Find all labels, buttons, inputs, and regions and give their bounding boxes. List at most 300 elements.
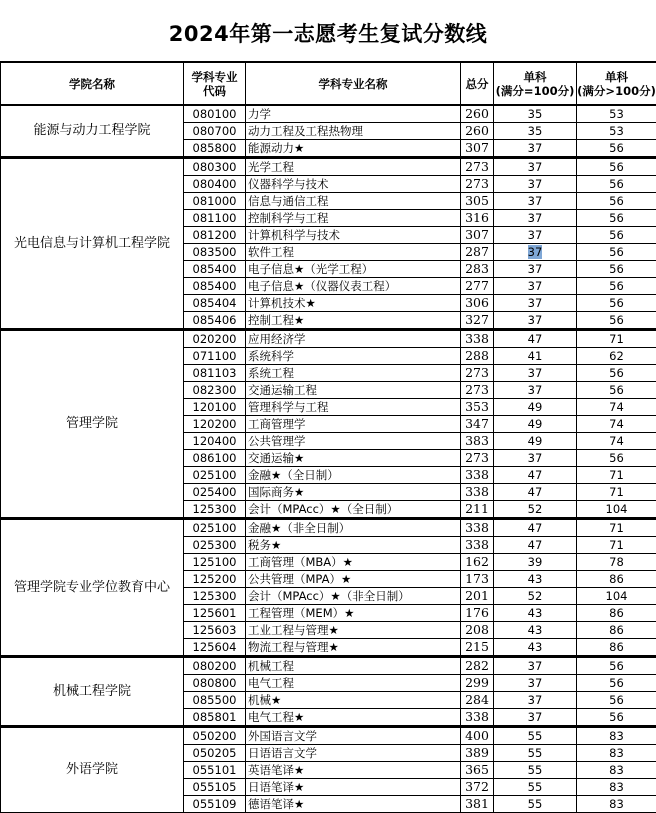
major-code[interactable] xyxy=(184,675,246,692)
major-code[interactable] xyxy=(184,193,246,210)
major-code-text: 082300 xyxy=(193,383,237,397)
single-score-100[interactable] xyxy=(494,639,577,657)
major-name[interactable] xyxy=(246,467,461,484)
total-score[interactable] xyxy=(461,227,494,244)
major-code[interactable] xyxy=(184,709,246,727)
college-name: 机械工程学院 xyxy=(1,657,184,727)
major-code[interactable] xyxy=(184,796,246,813)
single-score-over-100[interactable] xyxy=(577,484,656,501)
single-score-over-100-text: 56 xyxy=(609,160,624,174)
major-code[interactable] xyxy=(184,399,246,416)
single-score-100[interactable] xyxy=(494,467,577,484)
total-score[interactable] xyxy=(461,675,494,692)
major-code[interactable] xyxy=(184,467,246,484)
single-score-over-100[interactable] xyxy=(577,450,656,467)
single-score-100[interactable] xyxy=(494,519,577,537)
single-score-100-text: 55 xyxy=(528,780,543,794)
single-score-over-100-text: 83 xyxy=(609,780,624,794)
total-score[interactable] xyxy=(461,399,494,416)
major-name[interactable] xyxy=(246,210,461,227)
single-score-100[interactable] xyxy=(494,709,577,727)
major-code[interactable] xyxy=(184,140,246,158)
total-score[interactable] xyxy=(461,519,494,537)
major-name[interactable] xyxy=(246,433,461,450)
total-score-text: 338 xyxy=(465,331,489,346)
total-score[interactable] xyxy=(461,537,494,554)
total-score-text: 347 xyxy=(465,416,489,431)
major-code[interactable] xyxy=(184,244,246,261)
single-score-over-100[interactable] xyxy=(577,295,656,312)
single-score-over-100[interactable] xyxy=(577,501,656,519)
table-row xyxy=(1,330,656,348)
total-score-text: 162 xyxy=(465,554,489,569)
single-score-100[interactable] xyxy=(494,727,577,745)
major-name[interactable] xyxy=(246,227,461,244)
major-code[interactable] xyxy=(184,123,246,140)
single-score-over-100-text: 56 xyxy=(609,710,624,724)
single-score-over-100-text: 86 xyxy=(609,606,624,620)
single-score-100[interactable] xyxy=(494,675,577,692)
total-score[interactable] xyxy=(461,762,494,779)
total-score[interactable] xyxy=(461,796,494,813)
single-score-100-text: 49 xyxy=(528,400,543,414)
major-name-text: 计算机科学与技术 xyxy=(248,228,340,242)
single-score-over-100[interactable] xyxy=(577,210,656,227)
single-score-100-text: 37 xyxy=(528,366,543,380)
total-score[interactable] xyxy=(461,278,494,295)
major-code-text: 120200 xyxy=(193,417,237,431)
single-score-over-100[interactable] xyxy=(577,657,656,675)
major-name[interactable] xyxy=(246,105,461,123)
single-score-over-100[interactable] xyxy=(577,762,656,779)
single-score-over-100[interactable] xyxy=(577,727,656,745)
major-code[interactable] xyxy=(184,588,246,605)
major-code-text: 055105 xyxy=(193,780,237,794)
major-name[interactable] xyxy=(246,692,461,709)
single-score-over-100[interactable] xyxy=(577,330,656,348)
major-code[interactable] xyxy=(184,639,246,657)
major-code-text: 125604 xyxy=(193,640,237,654)
major-name[interactable] xyxy=(246,193,461,210)
single-score-over-100[interactable] xyxy=(577,588,656,605)
single-score-100[interactable] xyxy=(494,140,577,158)
major-name[interactable] xyxy=(246,123,461,140)
major-name[interactable] xyxy=(246,244,461,261)
total-score[interactable] xyxy=(461,779,494,796)
total-score[interactable] xyxy=(461,709,494,727)
major-name-text: 日语语言文学 xyxy=(248,746,317,760)
total-score-text: 338 xyxy=(465,520,489,535)
major-code[interactable] xyxy=(184,210,246,227)
major-name-text: 公共管理（MPA）★ xyxy=(248,572,351,586)
single-score-100[interactable] xyxy=(494,796,577,813)
major-code[interactable] xyxy=(184,554,246,571)
single-score-over-100[interactable] xyxy=(577,261,656,278)
single-score-100[interactable] xyxy=(494,588,577,605)
major-name-text: 金融★（全日制） xyxy=(248,468,339,482)
major-name[interactable] xyxy=(246,365,461,382)
total-score[interactable] xyxy=(461,158,494,176)
major-name-text: 光学工程 xyxy=(248,160,294,174)
major-name[interactable] xyxy=(246,622,461,639)
total-score[interactable] xyxy=(461,692,494,709)
single-score-over-100[interactable] xyxy=(577,675,656,692)
total-score-text: 277 xyxy=(465,278,489,293)
major-name-text: 公共管理学 xyxy=(248,434,306,448)
major-name[interactable] xyxy=(246,382,461,399)
total-score[interactable] xyxy=(461,639,494,657)
total-score[interactable] xyxy=(461,312,494,330)
single-score-over-100[interactable] xyxy=(577,433,656,450)
major-name[interactable] xyxy=(246,484,461,501)
single-score-100-text: 43 xyxy=(528,572,543,586)
header-single-100 xyxy=(494,62,577,105)
single-score-100[interactable] xyxy=(494,433,577,450)
major-code-text: 085800 xyxy=(193,141,237,155)
major-code-text: 081100 xyxy=(193,211,237,225)
single-score-100-text: 43 xyxy=(528,640,543,654)
college-name: 管理学院 xyxy=(1,330,184,519)
total-score[interactable] xyxy=(461,244,494,261)
single-score-over-100[interactable] xyxy=(577,796,656,813)
single-score-100[interactable] xyxy=(494,227,577,244)
total-score[interactable] xyxy=(461,745,494,762)
total-score[interactable] xyxy=(461,416,494,433)
major-code[interactable] xyxy=(184,745,246,762)
total-score[interactable] xyxy=(461,727,494,745)
major-name[interactable] xyxy=(246,745,461,762)
total-score[interactable] xyxy=(461,365,494,382)
single-score-100-text: 55 xyxy=(528,729,543,743)
major-name-text: 动力工程及工程热物理 xyxy=(248,124,363,138)
single-score-over-100-text: 83 xyxy=(609,746,624,760)
major-code-text: 120100 xyxy=(193,400,237,414)
single-score-100-text: 49 xyxy=(528,434,543,448)
major-code[interactable] xyxy=(184,484,246,501)
total-score[interactable] xyxy=(461,193,494,210)
single-score-100[interactable] xyxy=(494,622,577,639)
major-code[interactable] xyxy=(184,312,246,330)
major-code[interactable] xyxy=(184,571,246,588)
single-score-over-100-text: 104 xyxy=(606,589,628,603)
single-score-100-text: 55 xyxy=(528,797,543,811)
header-name-label: 学科专业名称 xyxy=(319,77,388,91)
single-score-100[interactable] xyxy=(494,105,577,123)
single-score-over-100[interactable] xyxy=(577,140,656,158)
total-score-text: 338 xyxy=(465,709,489,724)
major-code[interactable] xyxy=(184,382,246,399)
single-score-over-100[interactable] xyxy=(577,571,656,588)
single-score-over-100-text: 71 xyxy=(609,538,624,552)
single-score-100-text: 39 xyxy=(528,555,543,569)
single-score-over-100[interactable] xyxy=(577,193,656,210)
total-score[interactable] xyxy=(461,382,494,399)
single-score-100[interactable] xyxy=(494,571,577,588)
major-name[interactable] xyxy=(246,657,461,675)
major-code[interactable] xyxy=(184,433,246,450)
single-score-over-100[interactable] xyxy=(577,467,656,484)
major-code[interactable] xyxy=(184,176,246,193)
single-score-over-100-text: 71 xyxy=(609,332,624,346)
single-score-100[interactable] xyxy=(494,158,577,176)
major-code-text: 020200 xyxy=(193,332,237,346)
major-code[interactable] xyxy=(184,779,246,796)
major-name[interactable] xyxy=(246,416,461,433)
major-name[interactable] xyxy=(246,501,461,519)
single-score-100[interactable] xyxy=(494,450,577,467)
major-code-text: 125300 xyxy=(193,589,237,603)
total-score-text: 284 xyxy=(465,692,489,707)
single-score-100[interactable] xyxy=(494,399,577,416)
header-single-over-100-line2: (满分>100分) xyxy=(577,84,656,98)
single-score-100[interactable] xyxy=(494,295,577,312)
major-code[interactable] xyxy=(184,158,246,176)
major-name[interactable] xyxy=(246,709,461,727)
single-score-100[interactable] xyxy=(494,193,577,210)
single-score-100[interactable] xyxy=(494,330,577,348)
major-name[interactable] xyxy=(246,796,461,813)
single-score-over-100[interactable] xyxy=(577,123,656,140)
single-score-over-100[interactable] xyxy=(577,779,656,796)
single-score-over-100[interactable] xyxy=(577,158,656,176)
single-score-over-100[interactable] xyxy=(577,244,656,261)
total-score[interactable] xyxy=(461,210,494,227)
major-name[interactable] xyxy=(246,571,461,588)
total-score[interactable] xyxy=(461,295,494,312)
single-score-100[interactable] xyxy=(494,537,577,554)
single-score-over-100[interactable] xyxy=(577,692,656,709)
single-score-100[interactable] xyxy=(494,278,577,295)
single-score-100[interactable] xyxy=(494,745,577,762)
single-score-over-100-text: 56 xyxy=(609,693,624,707)
single-score-over-100-text: 56 xyxy=(609,194,624,208)
single-score-100-text: 43 xyxy=(528,623,543,637)
single-score-over-100-text: 74 xyxy=(609,434,624,448)
single-score-over-100-text: 56 xyxy=(609,279,624,293)
total-score-text: 338 xyxy=(465,484,489,499)
college-name: 光电信息与计算机工程学院 xyxy=(1,158,184,330)
single-score-100-text: 47 xyxy=(528,485,543,499)
single-score-100[interactable] xyxy=(494,312,577,330)
major-code[interactable] xyxy=(184,330,246,348)
single-score-over-100[interactable] xyxy=(577,176,656,193)
header-code-line1: 学科专业 xyxy=(192,70,238,84)
header-total-label: 总分 xyxy=(466,77,489,91)
table-header xyxy=(1,62,656,105)
single-score-over-100[interactable] xyxy=(577,554,656,571)
single-score-100[interactable] xyxy=(494,554,577,571)
major-code-text: 055101 xyxy=(193,763,237,777)
single-score-100-text: 47 xyxy=(528,468,543,482)
major-name[interactable] xyxy=(246,762,461,779)
single-score-100[interactable] xyxy=(494,382,577,399)
table-row xyxy=(1,657,656,675)
major-name[interactable] xyxy=(246,295,461,312)
major-code[interactable] xyxy=(184,450,246,467)
major-code[interactable] xyxy=(184,692,246,709)
table-body xyxy=(1,105,656,813)
single-score-100[interactable] xyxy=(494,762,577,779)
single-score-over-100[interactable] xyxy=(577,537,656,554)
total-score[interactable] xyxy=(461,501,494,519)
single-score-over-100[interactable] xyxy=(577,365,656,382)
single-score-100[interactable] xyxy=(494,123,577,140)
major-name[interactable] xyxy=(246,399,461,416)
single-score-over-100[interactable] xyxy=(577,519,656,537)
major-name[interactable] xyxy=(246,675,461,692)
single-score-over-100-text: 83 xyxy=(609,729,624,743)
major-code[interactable] xyxy=(184,519,246,537)
single-score-100[interactable] xyxy=(494,484,577,501)
single-score-100[interactable] xyxy=(494,176,577,193)
major-name[interactable] xyxy=(246,348,461,365)
college-name: 外语学院 xyxy=(1,727,184,813)
major-name-text: 国际商务★ xyxy=(248,485,304,499)
major-code[interactable] xyxy=(184,727,246,745)
total-score-text: 381 xyxy=(465,796,489,811)
total-score[interactable] xyxy=(461,176,494,193)
single-score-over-100[interactable] xyxy=(577,227,656,244)
major-code-text: 085801 xyxy=(193,710,237,724)
major-name[interactable] xyxy=(246,176,461,193)
major-code[interactable] xyxy=(184,295,246,312)
major-name[interactable] xyxy=(246,450,461,467)
single-score-over-100[interactable] xyxy=(577,399,656,416)
major-name[interactable] xyxy=(246,330,461,348)
major-name[interactable] xyxy=(246,537,461,554)
single-score-over-100[interactable] xyxy=(577,622,656,639)
total-score[interactable] xyxy=(461,657,494,675)
major-code-text: 125603 xyxy=(193,623,237,637)
total-score-text: 273 xyxy=(465,159,489,174)
major-code[interactable] xyxy=(184,605,246,622)
total-score[interactable] xyxy=(461,450,494,467)
major-name[interactable] xyxy=(246,519,461,537)
single-score-over-100[interactable] xyxy=(577,709,656,727)
major-name[interactable] xyxy=(246,588,461,605)
major-code[interactable] xyxy=(184,501,246,519)
single-score-over-100[interactable] xyxy=(577,278,656,295)
single-score-100[interactable] xyxy=(494,210,577,227)
total-score-text: 305 xyxy=(465,193,489,208)
total-score[interactable] xyxy=(461,433,494,450)
major-name-text: 电子信息★（仪器仪表工程） xyxy=(248,279,396,293)
total-score[interactable] xyxy=(461,622,494,639)
major-name[interactable] xyxy=(246,727,461,745)
major-code-text: 085400 xyxy=(193,279,237,293)
major-code[interactable] xyxy=(184,762,246,779)
single-score-over-100[interactable] xyxy=(577,105,656,123)
total-score[interactable] xyxy=(461,605,494,622)
major-name[interactable] xyxy=(246,554,461,571)
single-score-100[interactable] xyxy=(494,692,577,709)
major-name[interactable] xyxy=(246,639,461,657)
single-score-100[interactable] xyxy=(494,416,577,433)
single-score-100-text: 41 xyxy=(528,349,543,363)
single-score-over-100-text: 56 xyxy=(609,228,624,242)
single-score-100[interactable] xyxy=(494,365,577,382)
major-code[interactable] xyxy=(184,261,246,278)
single-score-100[interactable] xyxy=(494,348,577,365)
total-score[interactable] xyxy=(461,571,494,588)
major-code-text: 085400 xyxy=(193,262,237,276)
major-code[interactable] xyxy=(184,278,246,295)
major-code-text: 125601 xyxy=(193,606,237,620)
major-name[interactable] xyxy=(246,158,461,176)
major-code-text: 085404 xyxy=(193,296,237,310)
total-score[interactable] xyxy=(461,123,494,140)
major-name-text: 力学 xyxy=(248,107,271,121)
single-score-over-100-text: 53 xyxy=(609,124,624,138)
major-code[interactable] xyxy=(184,416,246,433)
single-score-over-100[interactable] xyxy=(577,348,656,365)
major-name[interactable] xyxy=(246,261,461,278)
major-name[interactable] xyxy=(246,779,461,796)
single-score-100[interactable] xyxy=(494,779,577,796)
total-score[interactable] xyxy=(461,330,494,348)
major-code[interactable] xyxy=(184,537,246,554)
major-code-text: 125100 xyxy=(193,555,237,569)
major-name-text: 控制科学与工程 xyxy=(248,211,329,225)
single-score-100-text: 47 xyxy=(528,332,543,346)
major-name[interactable] xyxy=(246,312,461,330)
header-college xyxy=(1,62,184,105)
total-score[interactable] xyxy=(461,105,494,123)
single-score-over-100[interactable] xyxy=(577,639,656,657)
major-name-text: 电气工程★ xyxy=(248,710,304,724)
college-name: 管理学院专业学位教育中心 xyxy=(1,519,184,657)
total-score-text: 327 xyxy=(465,312,489,327)
total-score[interactable] xyxy=(461,554,494,571)
table-row xyxy=(1,105,656,123)
header-college-label: 学院名称 xyxy=(69,77,115,91)
single-score-over-100[interactable] xyxy=(577,416,656,433)
single-score-over-100[interactable] xyxy=(577,605,656,622)
single-score-over-100[interactable] xyxy=(577,382,656,399)
single-score-over-100-text: 62 xyxy=(609,349,624,363)
total-score[interactable] xyxy=(461,261,494,278)
total-score[interactable] xyxy=(461,588,494,605)
single-score-100[interactable] xyxy=(494,244,577,261)
major-name-text: 税务★ xyxy=(248,538,281,552)
single-score-over-100[interactable] xyxy=(577,312,656,330)
total-score[interactable] xyxy=(461,484,494,501)
major-name[interactable] xyxy=(246,605,461,622)
single-score-100[interactable] xyxy=(494,657,577,675)
total-score[interactable] xyxy=(461,467,494,484)
total-score[interactable] xyxy=(461,140,494,158)
major-code-text: 080200 xyxy=(193,659,237,673)
major-name-text: 机械★ xyxy=(248,693,281,707)
major-code[interactable] xyxy=(184,365,246,382)
major-code[interactable] xyxy=(184,227,246,244)
major-code[interactable] xyxy=(184,348,246,365)
single-score-100-text: 52 xyxy=(528,502,543,516)
single-score-100[interactable] xyxy=(494,501,577,519)
single-score-100[interactable] xyxy=(494,261,577,278)
major-name-text: 工商管理学 xyxy=(248,417,306,431)
major-name[interactable] xyxy=(246,140,461,158)
major-code[interactable] xyxy=(184,105,246,123)
major-code[interactable] xyxy=(184,657,246,675)
major-code[interactable] xyxy=(184,622,246,639)
major-name-text: 能源动力★ xyxy=(248,141,304,155)
total-score[interactable] xyxy=(461,348,494,365)
single-score-100[interactable] xyxy=(494,605,577,622)
major-name[interactable] xyxy=(246,278,461,295)
single-score-100-text: 35 xyxy=(528,107,543,121)
single-score-over-100[interactable] xyxy=(577,745,656,762)
